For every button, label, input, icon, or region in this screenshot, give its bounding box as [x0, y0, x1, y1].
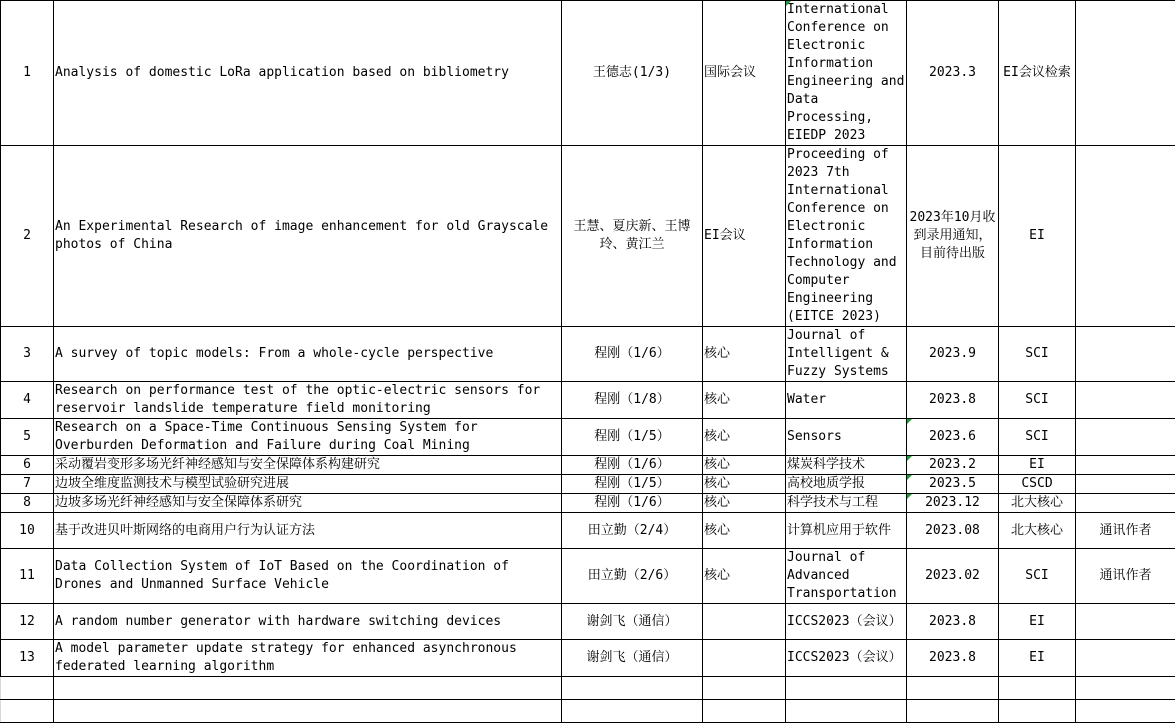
note-cell[interactable] [1076, 640, 1175, 677]
note-cell[interactable] [1076, 494, 1175, 513]
venue-cell[interactable]: International Conference on Electronic Information Engineering and Data Processing, EIEDP 2023 [786, 1, 907, 146]
row-number-cell[interactable]: 3 [1, 327, 54, 382]
author-cell[interactable]: 程刚（1/8） [562, 382, 703, 419]
table-row [1, 327, 1175, 382]
category-cell[interactable]: 核心 [703, 549, 786, 604]
paper-title-cell[interactable]: 采动覆岩变形多场光纤神经感知与安全保障体系构建研究 [54, 456, 562, 475]
date-cell[interactable]: 2023.08 [907, 513, 999, 549]
author-cell[interactable]: 王慧、夏庆新、王博玲、黄江兰 [562, 146, 703, 327]
author-cell[interactable]: 田立勤（2/4） [562, 513, 703, 549]
author-cell[interactable]: 程刚（1/6） [562, 456, 703, 475]
date-cell[interactable]: 2023.3 [907, 1, 999, 146]
category-cell[interactable]: 核心 [703, 456, 786, 475]
empty-cell[interactable] [703, 677, 786, 700]
row-number-cell[interactable]: 6 [1, 456, 54, 475]
index-cell[interactable]: SCI [999, 382, 1076, 419]
row-number-cell[interactable]: 13 [1, 640, 54, 677]
table-row [1, 456, 1175, 475]
index-cell[interactable]: EI [999, 604, 1076, 640]
index-cell[interactable]: 北大核心 [999, 513, 1076, 549]
row-number-cell[interactable]: 8 [1, 494, 54, 513]
paper-title-cell[interactable]: An Experimental Research of image enhancement for old Grayscale photos of China [54, 146, 562, 327]
empty-cell[interactable] [1, 677, 54, 700]
empty-cell[interactable] [1, 700, 54, 723]
note-cell[interactable]: 通讯作者 [1076, 549, 1175, 604]
table-row [1, 475, 1175, 494]
paper-title-cell[interactable]: A model parameter update strategy for enhanced asynchronous federated learning algorithm [54, 640, 562, 677]
venue-cell[interactable]: Journal of Intelligent & Fuzzy Systems [786, 327, 907, 382]
venue-cell[interactable]: Proceeding of 2023 7th International Conference on Electronic Information Technology and Computer Engineering (EITCE 2023) [786, 146, 907, 327]
row-number-cell[interactable]: 12 [1, 604, 54, 640]
table-row [1, 1, 1175, 146]
empty-cell[interactable] [54, 700, 562, 723]
empty-cell[interactable] [907, 677, 999, 700]
empty-cell[interactable] [1076, 700, 1175, 723]
table-row [1, 604, 1175, 640]
index-cell[interactable]: SCI [999, 549, 1076, 604]
venue-cell[interactable]: ICCS2023（会议） [786, 604, 907, 640]
venue-cell[interactable]: 高校地质学报 [786, 475, 907, 494]
row-number-cell[interactable]: 7 [1, 475, 54, 494]
author-cell[interactable]: 田立勤（2/6） [562, 549, 703, 604]
author-cell[interactable]: 谢剑飞（通信） [562, 604, 703, 640]
index-cell[interactable]: EI [999, 456, 1076, 475]
date-cell[interactable]: 2023.2 [907, 456, 999, 475]
note-cell[interactable] [1076, 475, 1175, 494]
category-cell[interactable]: EI会议 [703, 146, 786, 327]
note-cell[interactable] [1076, 604, 1175, 640]
index-cell[interactable]: SCI [999, 419, 1076, 456]
note-cell[interactable] [1076, 327, 1175, 382]
paper-title-cell[interactable]: Data Collection System of IoT Based on the Coordination of Drones and Unmanned Surface Vehicle [54, 549, 562, 604]
date-cell[interactable]: 2023.5 [907, 475, 999, 494]
row-number-cell[interactable]: 2 [1, 146, 54, 327]
category-cell[interactable]: 核心 [703, 382, 786, 419]
empty-cell[interactable] [786, 677, 907, 700]
venue-cell[interactable]: 煤炭科学技术 [786, 456, 907, 475]
author-cell[interactable]: 谢剑飞（通信） [562, 640, 703, 677]
note-cell[interactable]: 通讯作者 [1076, 513, 1175, 549]
row-number-cell[interactable]: 11 [1, 549, 54, 604]
table-row [1, 549, 1175, 604]
paper-title-cell[interactable]: A survey of topic models: From a whole-cycle perspective [54, 327, 562, 382]
index-cell[interactable]: 北大核心 [999, 494, 1076, 513]
empty-cell[interactable] [54, 677, 562, 700]
row-number-cell[interactable]: 10 [1, 513, 54, 549]
index-cell[interactable]: SCI [999, 327, 1076, 382]
index-cell[interactable]: EI [999, 640, 1076, 677]
category-cell[interactable]: 核心 [703, 513, 786, 549]
index-cell[interactable]: EI会议检索 [999, 1, 1076, 146]
row-number-cell[interactable]: 1 [1, 1, 54, 146]
venue-cell[interactable]: Journal of Advanced Transportation [786, 549, 907, 604]
paper-title-cell[interactable]: 边坡全维度监测技术与模型试验研究进展 [54, 475, 562, 494]
empty-cell[interactable] [703, 700, 786, 723]
venue-cell[interactable]: 科学技术与工程 [786, 494, 907, 513]
note-cell[interactable] [1076, 419, 1175, 456]
note-cell[interactable] [1076, 456, 1175, 475]
empty-cell[interactable] [1076, 677, 1175, 700]
paper-title-cell[interactable]: 基于改进贝叶斯网络的电商用户行为认证方法 [54, 513, 562, 549]
paper-title-cell[interactable]: A random number generator with hardware switching devices [54, 604, 562, 640]
paper-title-cell[interactable]: Research on a Space‑Time Continuous Sensing System for Overburden Deformation and Failure during Coal Mining [54, 419, 562, 456]
venue-cell[interactable]: Sensors [786, 419, 907, 456]
venue-cell[interactable]: Water [786, 382, 907, 419]
date-cell[interactable]: 2023.9 [907, 327, 999, 382]
empty-row [1, 677, 1175, 700]
author-cell[interactable]: 王德志(1/3) [562, 1, 703, 146]
empty-cell[interactable] [907, 700, 999, 723]
category-cell[interactable]: 核心 [703, 419, 786, 456]
date-cell[interactable]: 2023年10月收到录用通知，目前待出版 [907, 146, 999, 327]
category-cell[interactable]: 核心 [703, 494, 786, 513]
index-cell[interactable]: CSCD [999, 475, 1076, 494]
date-cell[interactable]: 2023.8 [907, 640, 999, 677]
empty-cell[interactable] [999, 677, 1076, 700]
date-cell[interactable]: 2023.02 [907, 549, 999, 604]
empty-cell[interactable] [562, 700, 703, 723]
note-cell[interactable] [1076, 1, 1175, 146]
empty-cell[interactable] [999, 700, 1076, 723]
empty-cell[interactable] [786, 700, 907, 723]
date-cell[interactable]: 2023.12 [907, 494, 999, 513]
table-row [1, 513, 1175, 549]
table-row [1, 640, 1175, 677]
index-cell[interactable]: EI [999, 146, 1076, 327]
paper-title-cell[interactable]: 边坡多场光纤神经感知与安全保障体系研究 [54, 494, 562, 513]
paper-title-cell[interactable]: Research on performance test of the optic‑electric sensors for reservoir landslide temperature field monitoring [54, 382, 562, 419]
date-cell[interactable]: 2023.8 [907, 604, 999, 640]
table-row [1, 382, 1175, 419]
empty-cell[interactable] [562, 677, 703, 700]
author-cell[interactable]: 程刚（1/6） [562, 494, 703, 513]
author-cell[interactable]: 程刚（1/5） [562, 475, 703, 494]
author-cell[interactable]: 程刚（1/5） [562, 419, 703, 456]
date-cell[interactable]: 2023.8 [907, 382, 999, 419]
author-cell[interactable]: 程刚（1/6） [562, 327, 703, 382]
empty-row [1, 700, 1175, 723]
note-cell[interactable] [1076, 382, 1175, 419]
category-cell[interactable]: 核心 [703, 475, 786, 494]
row-number-cell[interactable]: 4 [1, 382, 54, 419]
category-cell[interactable]: 国际会议 [703, 1, 786, 146]
category-cell[interactable]: 核心 [703, 327, 786, 382]
venue-cell[interactable]: 计算机应用于软件 [786, 513, 907, 549]
table-row [1, 419, 1175, 456]
date-cell[interactable]: 2023.6 [907, 419, 999, 456]
row-number-cell[interactable]: 5 [1, 419, 54, 456]
venue-cell[interactable]: ICCS2023（会议） [786, 640, 907, 677]
table-row [1, 494, 1175, 513]
table-row [1, 146, 1175, 327]
note-cell[interactable] [1076, 146, 1175, 327]
category-cell[interactable] [703, 640, 786, 677]
paper-title-cell[interactable]: Analysis of domestic LoRa application based on bibliometry [54, 1, 562, 146]
category-cell[interactable] [703, 604, 786, 640]
